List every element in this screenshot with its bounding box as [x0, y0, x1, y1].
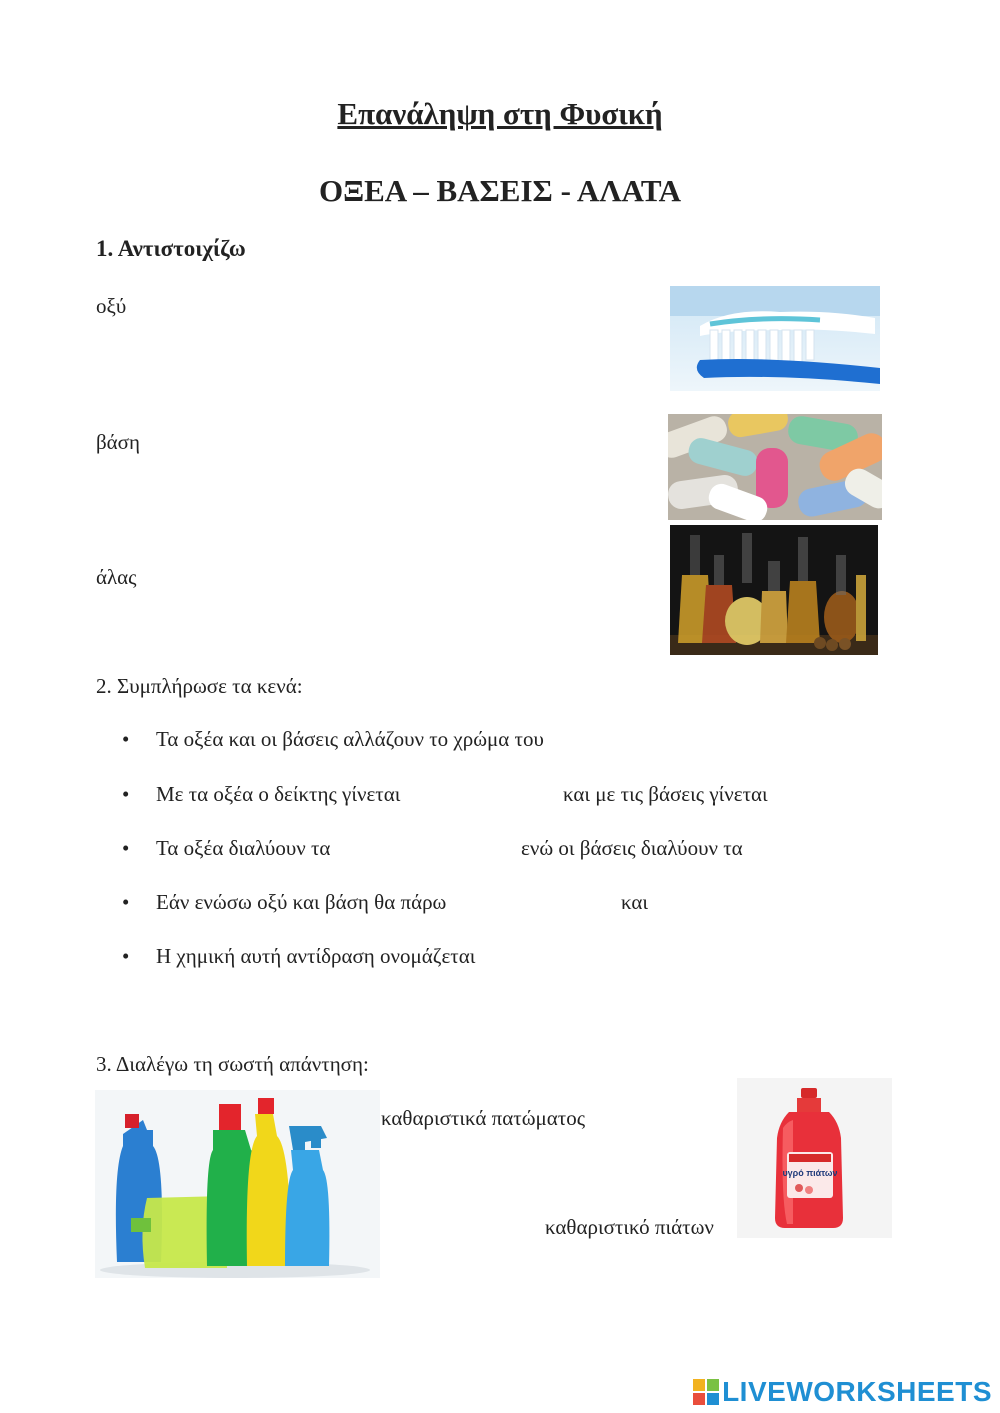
logo-text: LIVEWORKSHEETS — [722, 1376, 992, 1407]
fill-item-text: Με τα οξέα ο δείκτης γίνεται — [156, 782, 401, 806]
option-dish-soap[interactable]: καθαριστικό πιάτων — [545, 1215, 714, 1239]
fill-item-3 — [122, 836, 330, 861]
bullet-icon: • — [122, 836, 130, 860]
bullet-icon: • — [122, 782, 130, 806]
fill-item-text: Τα οξέα διαλύουν τα — [156, 836, 331, 860]
dish-soap-label: υγρό πιάτων — [782, 1168, 838, 1178]
logo-grid-icon — [693, 1379, 719, 1405]
section3-heading: 3. Διαλέγω τη σωστή απάντηση: — [96, 1052, 369, 1076]
fill-item-1 — [122, 727, 544, 752]
fill-item-text: Η χημική αυτή αντίδραση ονομάζεται — [156, 944, 476, 968]
fill-item-5 — [122, 944, 475, 969]
fill-item-4 — [122, 890, 446, 915]
bullet-icon: • — [122, 944, 130, 968]
match-label-salt: άλας — [96, 565, 137, 589]
cleaning-bottles-image[interactable] — [95, 1090, 380, 1278]
fill-item-2 — [122, 782, 400, 807]
chalk-image[interactable] — [668, 414, 882, 520]
option-floor-cleaners[interactable]: καθαριστικά πατώματος — [381, 1106, 586, 1130]
fill-item-text-continued: και — [621, 890, 649, 914]
page-subtitle: ΟΞΕΑ – ΒΑΣΕΙΣ - ΑΛΑΤΑ — [319, 173, 681, 208]
section1-heading: 1. Αντιστοιχίζω — [96, 236, 246, 261]
dish-soap-image[interactable] — [737, 1078, 892, 1238]
bullet-icon: • — [122, 727, 130, 751]
fill-item-text-continued: ενώ οι βάσεις διαλύουν τα — [521, 836, 743, 860]
liveworksheets-logo[interactable] — [693, 1376, 992, 1408]
match-label-acid: οξύ — [96, 294, 127, 318]
fill-item-text: Εάν ενώσω οξύ και βάση θα πάρω — [156, 890, 447, 914]
oil-bottles-image[interactable] — [670, 525, 878, 655]
section2-heading: 2. Συμπλήρωσε τα κενά: — [96, 674, 303, 698]
match-label-base: βάση — [96, 430, 140, 454]
fill-item-text: Τα οξέα και οι βάσεις αλλάζουν το χρώμα του — [156, 727, 544, 751]
toothbrush-image[interactable] — [670, 286, 880, 391]
fill-item-text-continued: και με τις βάσεις γίνεται — [563, 782, 768, 806]
bullet-icon: • — [122, 890, 130, 914]
page-title: Επανάληψη στη Φυσική — [337, 96, 663, 131]
